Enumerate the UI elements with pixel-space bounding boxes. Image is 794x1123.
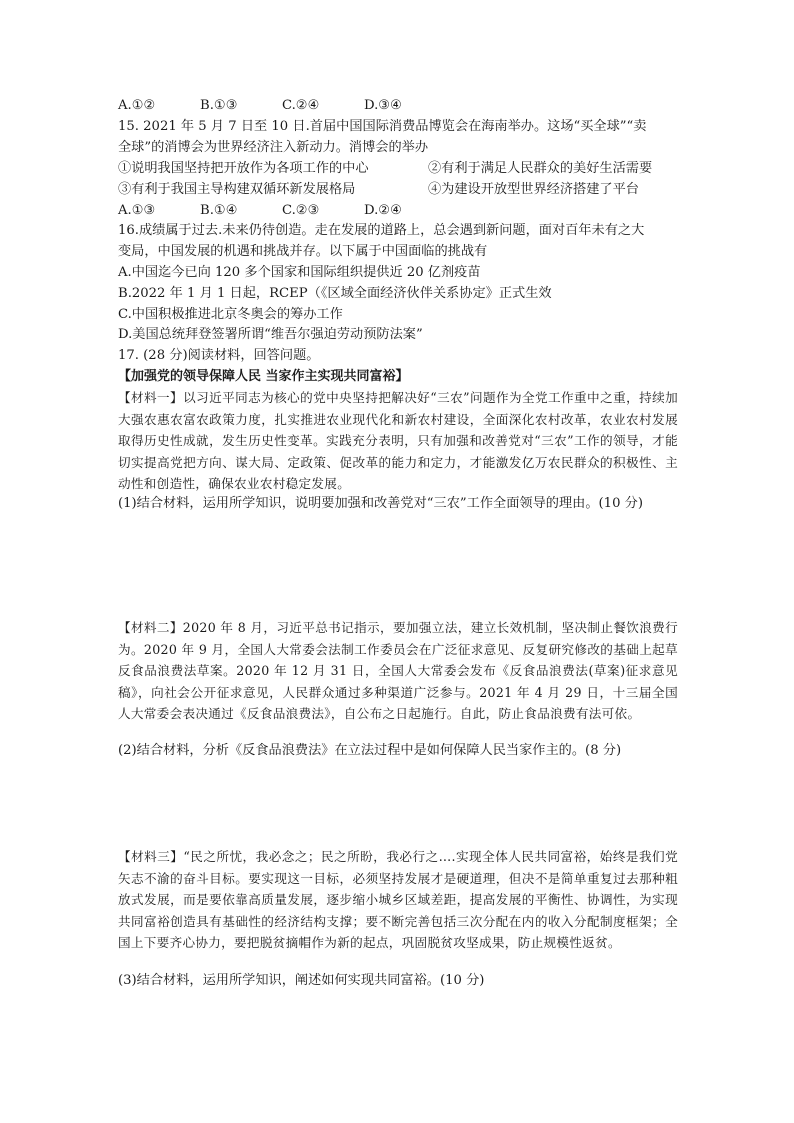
question-2: (2)结合材料，分析《反食品浪费法》在立法过程中是如何保障人民当家作主的。(8 分) <box>118 743 622 758</box>
q15-item-2: ②有利于满足人民群众的美好生活需要 <box>428 161 653 176</box>
material-3-text: “民之所忧，我必念之；民之所盼，我必行之….实现全体人民共同富裕，始终是我们党矢志不渝的奋斗目标。要实现这一目标，必须坚持发展才是硬道理，但决不是简单重复过去那种粗放式发展，而是要依靠高质量发展，逐步缩小城乡区域差距，提高发展的平衡性、协调性，为实现共同富裕创造具有基础性的经济结构支撑；要不断完善包括三次分配在内的收入分配制度框架；全国上下要齐心协力，要把脱贫摘帽作为新的起点，巩固脱贫攻坚成果，防止规模性返贫。 <box>118 849 678 950</box>
q15-item-4: ④为建设开放型世界经济搭建了平台 <box>428 182 639 197</box>
q15-items-row1 <box>118 159 652 179</box>
question-3: (3)结合材料，运用所学知识，阐述如何实现共同富裕。(10 分) <box>118 973 485 988</box>
q16-option-a: A.中国迄今已向 120 多个国家和国际组织提供近 20 亿剂疫苗 <box>118 265 481 280</box>
q17-heading: 【加强党的领导保障人民 当家作主实现共同富裕】 <box>118 369 409 384</box>
q15-option-c: C.②③ <box>282 203 320 218</box>
material-1-text: 以习近平同志为核心的党中央坚持把解决好“三农”问题作为全党工作重中之重，持续加大强农惠农富农政策力度，扎实推进农业现代化和新农村建设，全面深化农村改革，农业农村发展取得历史性成就，发生历史性变革。实践充分表明，只有加强和改善党对“三农”工作的领导，才能切实提高党把方向、谋大局、定政策、促改革的能力和定力，才能激发亿万农民群众的积极性、主动性和创造性，确保农业农村稳定发展。 <box>118 390 679 491</box>
material-2-tag: 【材料二】 <box>118 620 183 635</box>
material-3-tag: 【材料三】 <box>118 849 184 864</box>
q17-stem: 17. (28 分)阅读材料，回答问题。 <box>118 348 320 363</box>
q15-stem-line2: 全球”的消博会为世界经济注入新动力。消博会的举办 <box>118 140 429 155</box>
q15-items-row2 <box>118 180 639 200</box>
q15-item-3: ③有利于我国主导构建双循环新发展格局 <box>118 182 356 197</box>
q16-option-b: B.2022 年 1 月 1 日起，RCEP（《区域全面经济伙伴关系协定》正式生效 <box>118 286 552 301</box>
q14-option-b: B.①③ <box>200 98 238 113</box>
q16-stem-line2: 变局，中国发展的机遇和挑战并存。以下属于中国面临的挑战有 <box>118 244 488 259</box>
material-2-text: 2020 年 8 月，习近平总书记指示，要加强立法，建立长效机制，坚决制止餐饮浪费行为。2020 年 9 月，全国人大常委会法制工作委员会在广泛征求意见、反复研究修改的基础上起草反食品浪费法草案。2020 年 12 月 31 日，全国人大常委会发布《反食品浪费法(草案)征求意见稿》，向社会公开征求意见，人民群众通过多种渠道广泛参与。2021 年 4 月 29 日，十三届全国人大常委会表决通过《反食品浪费法》，自公布之日起施行。自此，防止食品浪费有法可依。 <box>118 620 679 721</box>
question-1: (1)结合材料，运用所学知识，说明要加强和改善党对“三农”工作全面领导的理由。(10 分) <box>118 496 643 511</box>
material-1 <box>118 387 678 495</box>
q15-stem-line1: 15. 2021 年 5 月 7 日至 10 日.首届中国国际消费品博览会在海南举办。这场“买全球”“卖 <box>118 119 647 134</box>
q16-stem-line1: 16.成绩属于过去.未来仍待创造。走在发展的道路上，总会遇到新问题，面对百年未有之大 <box>118 223 645 238</box>
q14-option-d: D.③④ <box>364 98 402 113</box>
q14-option-a: A.①② <box>118 98 156 113</box>
material-3 <box>118 846 678 954</box>
q15-option-b: B.①④ <box>200 203 238 218</box>
q15-options <box>118 201 446 221</box>
material-1-tag: 【材料一】 <box>118 390 184 405</box>
q14-option-c: C.②④ <box>282 98 320 113</box>
material-2 <box>118 617 678 725</box>
q16-option-c: C.中国积极推进北京冬奥会的筹办工作 <box>118 307 343 322</box>
q14-options <box>118 96 446 116</box>
q15-option-a: A.①③ <box>118 203 156 218</box>
q15-item-1: ①说明我国坚持把开放作为各项工作的中心 <box>118 161 369 176</box>
q15-option-d: D.②④ <box>364 203 402 218</box>
q16-option-d: D.美国总统拜登签署所谓“维吾尔强迫劳动预防法案” <box>118 327 423 342</box>
